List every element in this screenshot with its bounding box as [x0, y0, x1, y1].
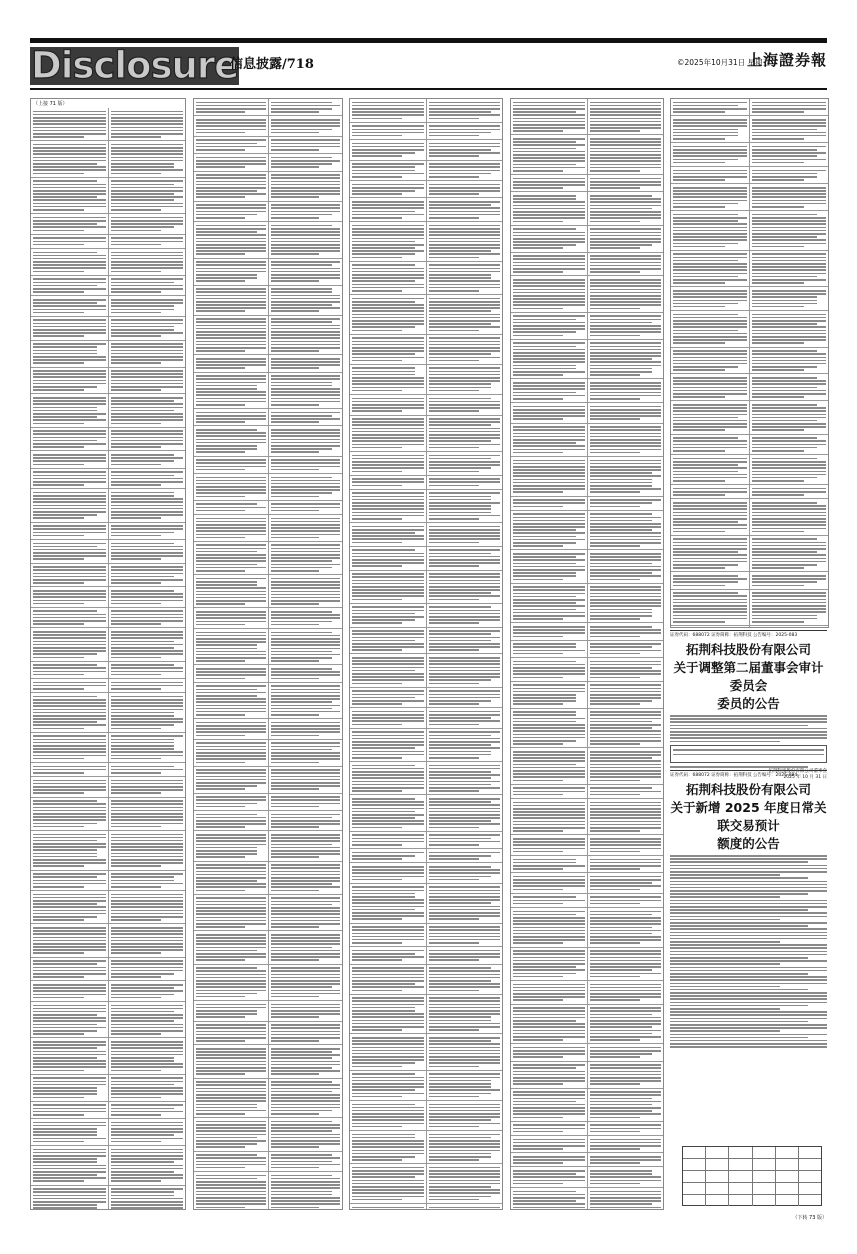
table-row — [511, 379, 663, 403]
table-row — [671, 435, 828, 456]
table-row — [350, 795, 502, 831]
table-row — [511, 658, 663, 682]
table-row — [194, 542, 342, 575]
table-row — [511, 799, 663, 835]
table-row — [350, 416, 502, 452]
table-row — [671, 499, 828, 535]
table-row — [671, 167, 828, 184]
table-row — [350, 762, 502, 795]
table-row — [511, 226, 663, 253]
table-row — [31, 1186, 185, 1210]
table-row — [31, 628, 185, 661]
table-row — [511, 497, 663, 511]
table-row — [350, 571, 502, 604]
table-row — [350, 262, 502, 295]
table-row — [511, 584, 663, 624]
table-row — [194, 665, 342, 682]
column-text — [194, 99, 342, 1210]
table-row — [31, 981, 185, 1002]
table-row — [194, 862, 342, 895]
notice-title-line2: 委员的公告 — [717, 696, 780, 711]
table-row — [194, 501, 342, 515]
table-row — [194, 931, 342, 964]
table-row — [511, 1122, 663, 1136]
table-row — [671, 184, 828, 211]
table-row — [350, 965, 502, 995]
issue-date: ©2025年10月31日 星期五 — [677, 58, 771, 67]
continued-note: （上接 71 版） — [33, 101, 68, 107]
column-4 — [510, 98, 664, 1210]
table-row — [511, 785, 663, 799]
table-row — [511, 1005, 663, 1045]
notice-body — [670, 855, 827, 1048]
table-row — [350, 729, 502, 762]
table-row — [511, 856, 663, 873]
table-row — [671, 287, 828, 311]
table-row — [350, 523, 502, 547]
table-row — [350, 884, 502, 924]
table-row — [194, 373, 342, 409]
table-row — [511, 623, 663, 640]
notice-code-line: 证券代码：688072 证券简称：拓荆科技 公告编号：2025-084 — [670, 770, 827, 778]
table-row — [511, 641, 663, 658]
table-row — [31, 958, 185, 982]
table-row — [671, 116, 828, 143]
notice-title-line2: 额度的公告 — [717, 836, 780, 851]
table-row — [194, 172, 342, 202]
table-row — [511, 175, 663, 192]
table-row — [194, 683, 342, 719]
table-row — [511, 276, 663, 312]
table-row — [194, 202, 342, 223]
top-rule — [30, 38, 827, 43]
notice-title-line1: 关于新增 2025 年度日常关联交易预计 — [670, 800, 827, 833]
table-row — [194, 457, 342, 474]
table-row — [350, 395, 502, 416]
table-row — [350, 222, 502, 262]
table-row — [31, 108, 185, 141]
table-row — [194, 259, 342, 286]
table-row — [31, 141, 185, 177]
table-row — [511, 835, 663, 856]
table-row — [194, 831, 342, 861]
table-row — [350, 1101, 502, 1131]
table-row — [511, 550, 663, 583]
table-row — [31, 831, 185, 871]
column-text — [31, 108, 185, 1210]
table-row — [194, 316, 342, 356]
table-row — [511, 192, 663, 225]
table-row — [511, 340, 663, 380]
table-row — [194, 740, 342, 767]
table-row — [350, 295, 502, 335]
table-row — [194, 811, 342, 832]
column-text — [511, 99, 663, 1210]
table-row — [511, 457, 663, 497]
table-row — [194, 1022, 342, 1046]
table-row — [511, 1167, 663, 1188]
table-row — [511, 1062, 663, 1089]
table-row — [671, 374, 828, 401]
table-row — [350, 947, 502, 964]
table-row — [31, 394, 185, 427]
table-row — [194, 965, 342, 1001]
table-row — [31, 693, 185, 733]
table-row — [31, 249, 185, 276]
column-1 — [30, 98, 186, 1210]
masthead — [30, 44, 827, 87]
table-row — [350, 181, 502, 198]
table-row — [350, 335, 502, 365]
table-row — [194, 895, 342, 931]
table-row — [194, 767, 342, 794]
table-row — [31, 871, 185, 892]
table-row — [31, 1002, 185, 1038]
table-row — [31, 1146, 185, 1186]
table-row — [31, 679, 185, 693]
table-row — [31, 296, 185, 317]
table-row — [350, 161, 502, 182]
newspaper-brand: 上海證券報 — [746, 51, 827, 69]
table-row — [194, 629, 342, 665]
table-row — [671, 99, 828, 116]
table-row — [31, 733, 185, 763]
continued-footer: （下转 73 版） — [792, 1215, 827, 1221]
table-row — [671, 401, 828, 434]
table-row — [350, 688, 502, 709]
notice-audit-committee — [670, 630, 827, 781]
table-row — [31, 1038, 185, 1074]
table-row — [511, 873, 663, 894]
table-row — [671, 455, 828, 485]
table-row — [31, 1102, 185, 1119]
column-text — [671, 99, 828, 628]
table-row — [31, 798, 185, 831]
table-row — [194, 794, 342, 811]
table-row — [511, 894, 663, 908]
column-5 — [670, 98, 829, 628]
table-row — [350, 1164, 502, 1204]
table-row — [350, 140, 502, 161]
table-row — [31, 587, 185, 608]
table-row — [671, 311, 828, 347]
table-row — [511, 135, 663, 175]
table-row — [350, 476, 502, 490]
table-row — [350, 654, 502, 687]
table-row — [350, 1204, 502, 1210]
table-row — [350, 123, 502, 140]
notice-related-transactions — [670, 770, 827, 1049]
table-row — [511, 313, 663, 340]
column-2 — [193, 98, 343, 1210]
table-row — [511, 682, 663, 709]
table-row — [671, 348, 828, 375]
table-row — [511, 981, 663, 1005]
table-row — [350, 1131, 502, 1164]
table-row — [511, 1089, 663, 1122]
table-row — [350, 99, 502, 123]
table-row — [31, 1075, 185, 1102]
table-row — [671, 572, 828, 589]
table-row — [671, 626, 828, 628]
notice-title-line1: 关于调整第二届董事会审计委员会 — [673, 660, 824, 693]
table-row — [671, 251, 828, 287]
table-row — [31, 451, 185, 468]
table-row — [511, 511, 663, 551]
table-row — [31, 662, 185, 679]
table-row — [194, 1118, 342, 1151]
table-row — [194, 99, 342, 116]
table-row — [511, 709, 663, 749]
table-row — [31, 608, 185, 629]
notice-code-line: 证券代码：688072 证券简称：拓荆科技 公告编号：2025-083 — [670, 630, 827, 638]
table-row — [31, 1119, 185, 1146]
table-row — [194, 222, 342, 258]
table-row — [194, 575, 342, 608]
table-row — [31, 777, 185, 798]
notice-company: 拓荆科技股份有限公司 — [685, 642, 811, 657]
table-row — [194, 474, 342, 501]
table-row — [350, 863, 502, 884]
table-row — [194, 1045, 342, 1078]
column-text — [350, 99, 502, 1210]
table-row — [194, 116, 342, 137]
table-row — [350, 708, 502, 729]
table-row — [671, 536, 828, 572]
table-row — [511, 424, 663, 457]
table-row — [31, 276, 185, 297]
table-row — [511, 1188, 663, 1210]
table-row — [671, 143, 828, 167]
table-row — [31, 317, 185, 341]
table-row — [350, 995, 502, 1035]
section-title-en: Disclosure — [31, 44, 239, 87]
table-row — [511, 908, 663, 948]
column-3 — [349, 98, 503, 1210]
table-row — [31, 214, 185, 235]
table-row — [194, 286, 342, 316]
table-row — [194, 1001, 342, 1022]
table-row — [194, 1172, 342, 1210]
section-title-cn: 信息披露/718 — [230, 57, 314, 72]
table-row — [350, 547, 502, 571]
table-row — [350, 849, 502, 863]
table-row — [511, 1044, 663, 1061]
table-row — [194, 1079, 342, 1119]
table-row — [511, 403, 663, 424]
table-row — [194, 515, 342, 542]
table-row — [31, 235, 185, 249]
table-row — [511, 1136, 663, 1153]
table-row — [671, 211, 828, 251]
table-row — [31, 540, 185, 564]
committee-table — [670, 745, 827, 763]
masthead-rule — [30, 88, 827, 90]
table-row — [194, 608, 342, 629]
notice-signoff: 拓荆科技股份有限公司董事会 — [768, 769, 827, 775]
table-row — [194, 426, 342, 456]
table-row — [511, 748, 663, 784]
table-row — [350, 452, 502, 476]
table-row — [511, 948, 663, 981]
table-row — [350, 1071, 502, 1101]
table-row — [194, 409, 342, 426]
table-row — [350, 604, 502, 628]
table-row — [194, 355, 342, 372]
table-row — [350, 1034, 502, 1070]
notice-signoff-date: 2025 年 10 月 31 日 — [783, 775, 827, 781]
table-row — [511, 253, 663, 277]
table-row — [511, 99, 663, 135]
table-row — [194, 719, 342, 740]
table-row — [350, 365, 502, 395]
table-row — [350, 924, 502, 948]
table-row — [31, 763, 185, 777]
table-row — [671, 485, 828, 499]
table-row — [31, 428, 185, 452]
table-row — [31, 341, 185, 368]
table-row — [511, 1153, 663, 1167]
table-row — [31, 469, 185, 490]
table-row — [350, 832, 502, 849]
table-row — [671, 590, 828, 626]
table-row — [194, 137, 342, 154]
table-row — [31, 368, 185, 395]
table-row — [31, 489, 185, 522]
table-row — [194, 1152, 342, 1173]
table-row — [350, 490, 502, 523]
table-row — [350, 198, 502, 222]
table-row — [31, 924, 185, 957]
table-row — [194, 154, 342, 171]
table-row — [31, 564, 185, 588]
table-row — [31, 178, 185, 214]
table-row — [31, 523, 185, 540]
transaction-table — [682, 1146, 822, 1206]
table-row — [31, 891, 185, 924]
table-row — [350, 628, 502, 655]
notice-company: 拓荆科技股份有限公司 — [685, 782, 811, 797]
